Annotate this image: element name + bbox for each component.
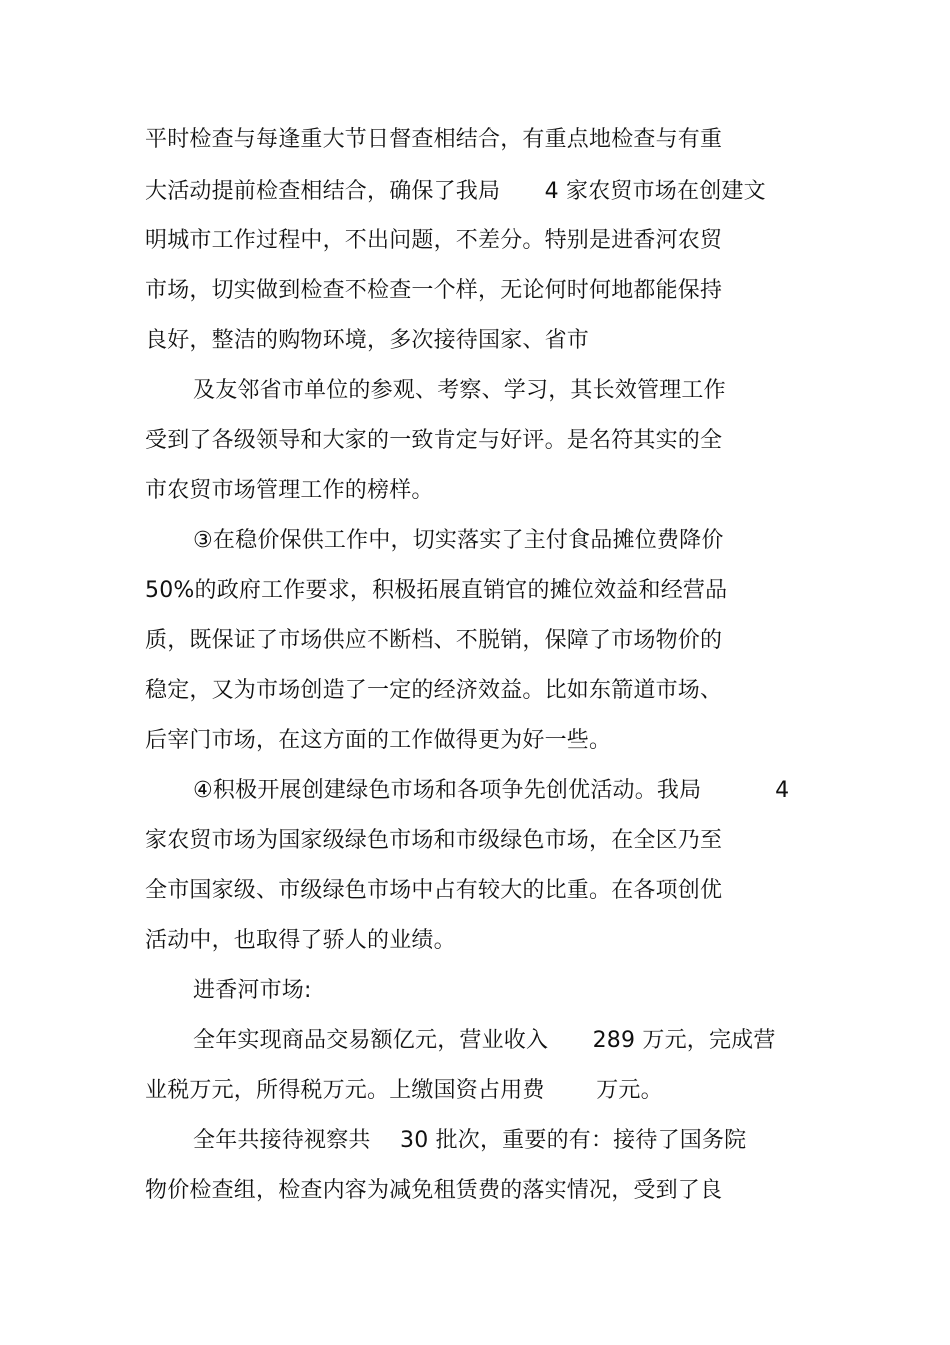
text-line: 市农贸市场管理工作的榜样。 [145,478,434,503]
text-line: ③在稳价保供工作中，切实落实了主付食品摊位费降价 [193,528,724,553]
text-line: 全年共接待视察共 30 批次，重要的有：接待了国务院 [193,1128,747,1153]
text-line: 质，既保证了市场供应不断档、不脱销，保障了市场物价的 [145,628,723,653]
text-line: 后宰门市场，在这方面的工作做得更为好一些。 [145,728,612,753]
text-line: ④积极开展创建绿色市场和各项争先创优活动。我局 4 [193,778,790,803]
text-line: 家农贸市场为国家级绿色市场和市级绿色市场，在全区乃至 [145,828,723,853]
text-line: 活动中，也取得了骄人的业绩。 [145,928,456,953]
text-line: 受到了各级领导和大家的一致肯定与好评。是名符其实的全 [145,428,723,453]
text-line: 50%的政府工作要求，积极拓展直销官的摊位效益和经营品 [145,578,728,603]
text-line: 业税万元，所得税万元。上缴国资占用费 万元。 [145,1078,663,1103]
text-line: 物价检查组，检查内容为减免租赁费的落实情况，受到了良 [145,1178,723,1203]
text-line: 市场，切实做到检查不检查一个样，无论何时何地都能保持 [145,278,723,303]
text-line: 及友邻省市单位的参观、考察、学习，其长效管理工作 [193,378,726,403]
text-line: 全年实现商品交易额亿元，营业收入 289 万元，完成营 [193,1028,776,1053]
text-line: 稳定，又为市场创造了一定的经济效益。比如东箭道市场、 [145,678,723,703]
text-line: 明城市工作过程中，不出问题，不差分。特别是进香河农贸 [145,228,723,253]
text-line: 进香河市场: [193,978,312,1003]
text-line: 大活动提前检查相结合，确保了我局 4 家农贸市场在创建文 [145,179,766,204]
text-line: 全市国家级、市级绿色市场中占有较大的比重。在各项创优 [145,878,723,903]
text-line: 良好，整洁的购物环境，多次接待国家、省市 [145,328,590,353]
text-line: 平时检查与每逢重大节日督查相结合，有重点地检查与有重 [145,127,723,152]
